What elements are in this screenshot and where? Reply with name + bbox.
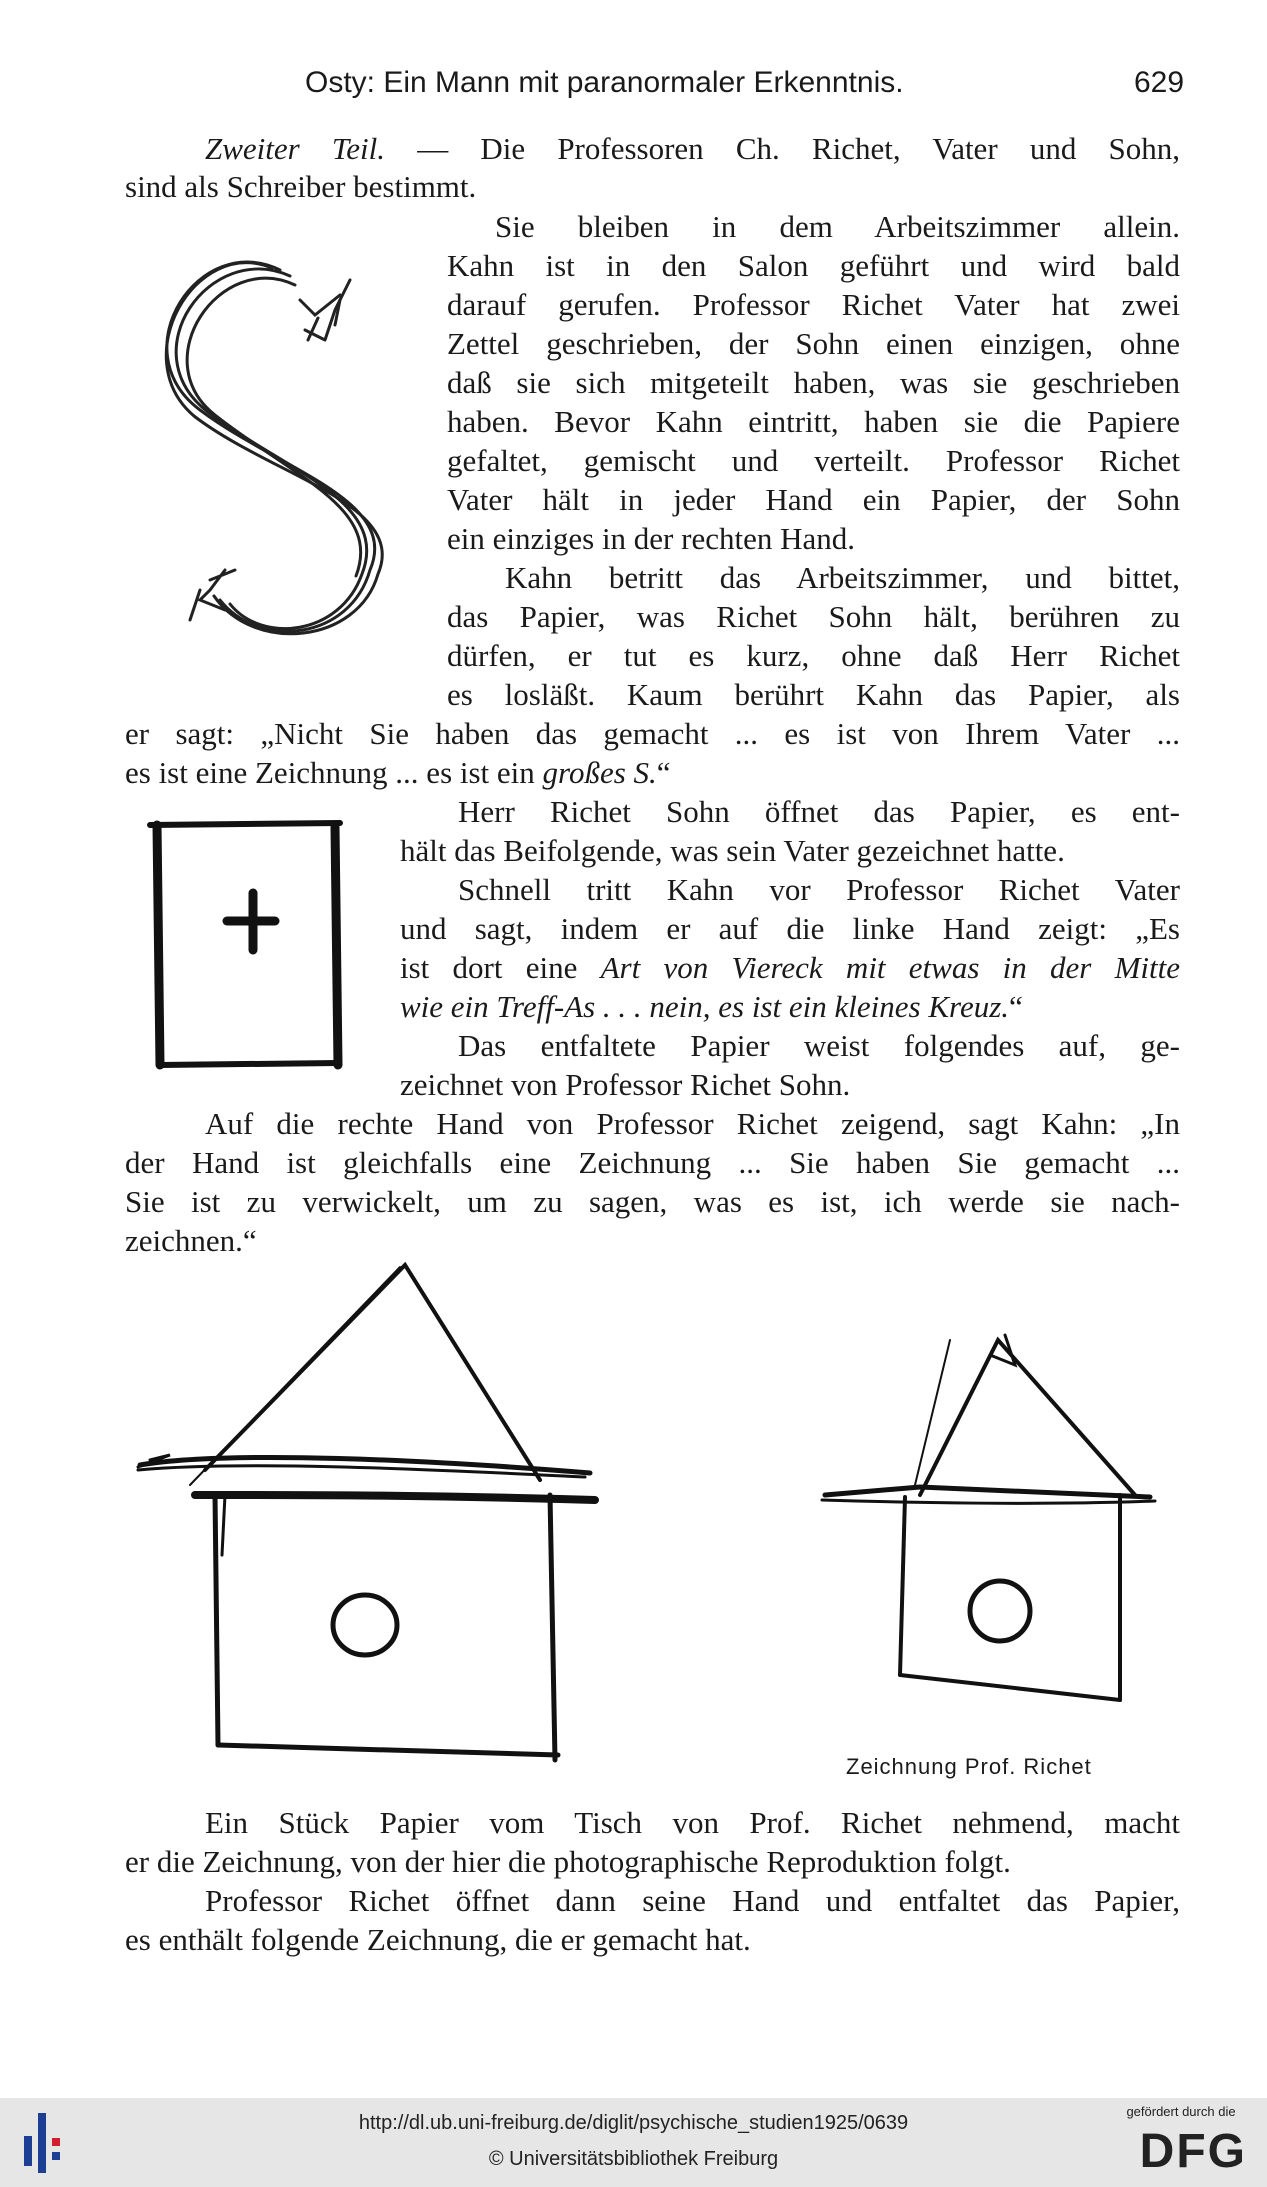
emphasis-text: Art von Viereck mit etwas in der Mitte (600, 950, 1181, 985)
paragraph-line: Professor Richet öffnet dann seine Hand und entfaltet das Papier, (205, 1883, 1180, 1918)
paragraph-line (125, 754, 671, 792)
paragraph-line: es losläßt. Kaum berührt Kahn das Papier, als (447, 677, 1180, 712)
paragraph-line: Das entfaltete Papier weist folgendes auf, ge- (458, 1028, 1180, 1063)
paragraph-line: darauf gerufen. Professor Richet Vater hat zwei (447, 287, 1180, 322)
running-title: Osty: Ein Mann mit paranormaler Erkenntnis. (305, 66, 904, 99)
paragraph-line: gefaltet, gemischt und verteilt. Professor Richet (447, 443, 1180, 478)
paragraph-line: es enthält folgende Zeichnung, die er gemacht hat. (125, 1922, 751, 1957)
paragraph-line: ein einziges in der rechten Hand. (447, 521, 855, 556)
paragraph-line: Sie ist zu verwickelt, um zu sagen, was es ist, ich werde sie nach- (125, 1184, 1180, 1219)
paragraph-line: das Papier, was Richet Sohn hält, berühren zu (447, 599, 1180, 634)
section-label: Zweiter Teil. (205, 131, 386, 166)
paragraph-line (205, 130, 1180, 168)
dfg-logo: DFG (1139, 2125, 1247, 2178)
copyright-text: © Universitätsbibliothek Freiburg (488, 2148, 779, 2170)
paragraph-line: Auf die rechte Hand von Professor Richet zeigend, sagt Kahn: „In (205, 1106, 1180, 1141)
permalink-link[interactable]: http://dl.ub.uni-freiburg.de/diglit/psychische_studien1925/0639 (358, 2112, 909, 2134)
drawing-large-s (140, 240, 430, 660)
paragraph-line: sind als Schreiber bestimmt. (125, 169, 477, 204)
paragraph-line: Kahn ist in den Salon geführt und wird bald (447, 248, 1180, 283)
paragraph-line (400, 988, 1023, 1026)
paragraph-line: Schnell tritt Kahn vor Professor Richet Vater (458, 872, 1180, 907)
paragraph-line: haben. Bevor Kahn eintritt, haben sie die Papiere (447, 404, 1180, 439)
emphasis-text: großes S. (542, 755, 657, 790)
quote-mark: “ (1009, 989, 1023, 1024)
emphasis-text: wie ein Treff-As . . . nein, es ist ein kleines Kreuz. (400, 989, 1010, 1024)
figure-caption: Zeichnung Prof. Richet (846, 1754, 1092, 1779)
paragraph-line: er die Zeichnung, von der hier die photographische Reproduktion folgt. (125, 1844, 1011, 1879)
paragraph-line: und sagt, indem er auf die linke Hand zeigt: „Es (400, 911, 1180, 946)
paragraph-line: Kahn betritt das Arbeitszimmer, und bittet, (505, 560, 1180, 595)
paragraph-text: es ist eine Zeichnung ... es ist ein (125, 755, 543, 790)
paragraph-line: Sie bleiben in dem Arbeitszimmer allein. (495, 209, 1180, 244)
paragraph-line: Ein Stück Papier vom Tisch von Prof. Richet nehmend, macht (205, 1805, 1180, 1840)
paragraph-text: — Die Professoren Ch. Richet, Vater und Sohn, (385, 131, 1180, 166)
paragraph-line: zeichnet von Professor Richet Sohn. (400, 1067, 851, 1102)
paragraph-line: dürfen, er tut es kurz, ohne daß Herr Richet (447, 638, 1180, 673)
paragraph-text: ist dort eine (400, 950, 601, 985)
funder-note: gefördert durch die (1126, 2104, 1236, 2119)
drawing-house-small (820, 1325, 1180, 1705)
paragraph-line: der Hand ist gleichfalls eine Zeichnung ... Sie haben Sie gemacht ... (125, 1145, 1180, 1180)
paragraph-line: Zettel geschrieben, der Sohn einen einzigen, ohne (447, 326, 1180, 361)
drawing-box-with-cross (145, 815, 355, 1075)
footer-bar (0, 2098, 1267, 2187)
paragraph-line: zeichnen.“ (125, 1223, 257, 1258)
page-number: 629 (1134, 66, 1185, 99)
paragraph-line: er sagt: „Nicht Sie haben das gemacht ... es ist von Ihrem Vater ... (125, 716, 1180, 751)
quote-mark: “ (656, 755, 671, 790)
paragraph-line: hält das Beifolgende, was sein Vater gezeichnet hatte. (400, 833, 1065, 868)
paragraph-line: daß sie sich mitgeteilt haben, was sie geschrieben (447, 365, 1180, 400)
paragraph-line: Herr Richet Sohn öffnet das Papier, es ent- (458, 794, 1180, 829)
drawing-house-large (130, 1255, 610, 1765)
paragraph-line (400, 949, 1180, 987)
paragraph-line: Vater hält in jeder Hand ein Papier, der Sohn (447, 482, 1180, 517)
